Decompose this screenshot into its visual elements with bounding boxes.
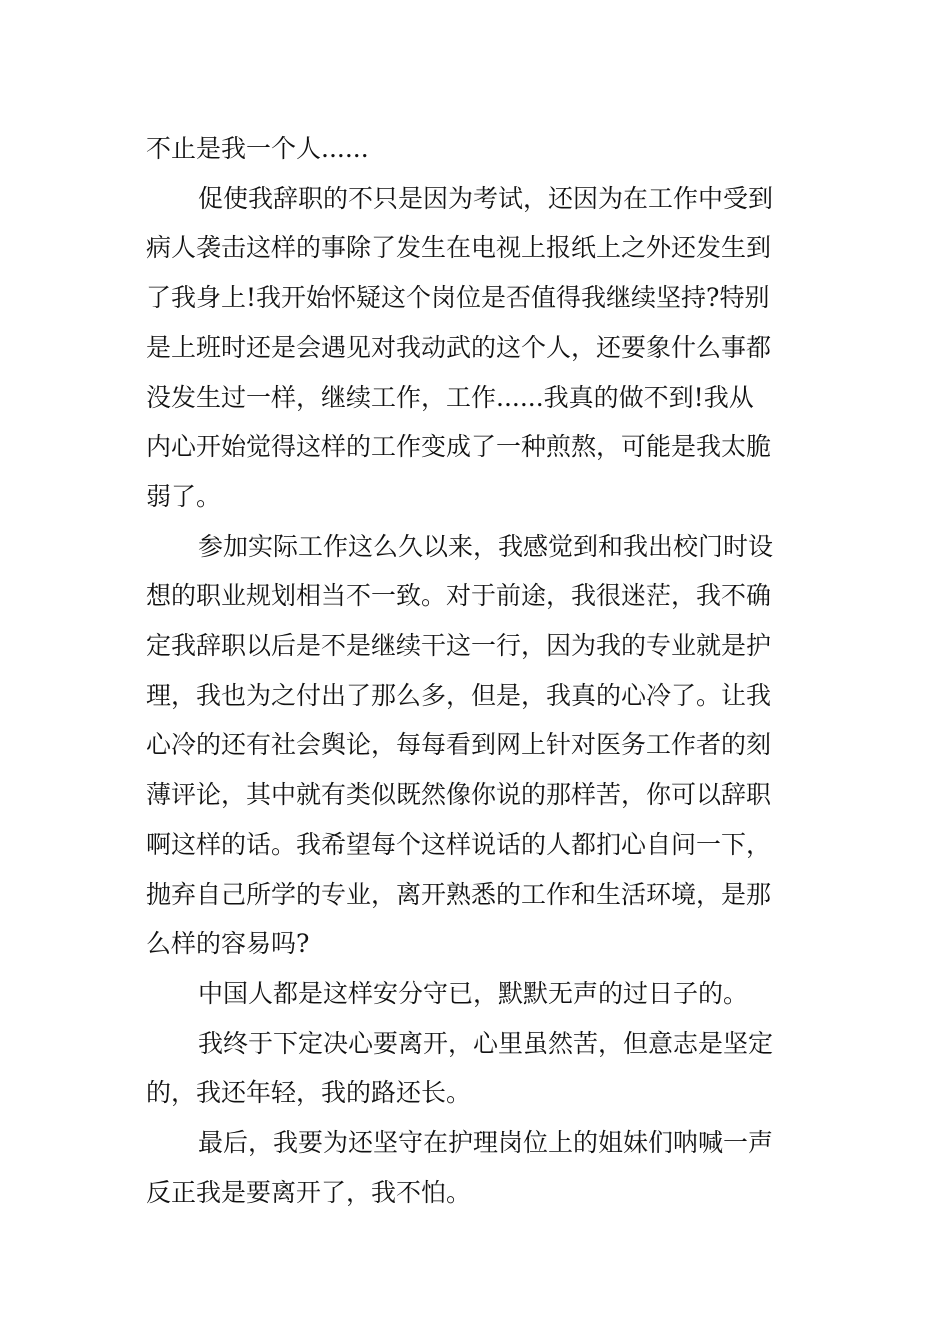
paragraph-first-line: 我终于下定决心要离开，心里虽然苦，但意志是坚定: [198, 1028, 774, 1058]
text-line: 抛弃自己所学的专业，离开熟悉的工作和生活环境，是那: [146, 879, 772, 909]
text-line: 了我身上!我开始怀疑这个岗位是否值得我继续坚持?特别: [146, 283, 770, 313]
text-line: 心冷的还有社会舆论，每每看到网上针对医务工作者的刻: [146, 730, 772, 760]
text-line: 定我辞职以后是不是继续干这一行，因为我的专业就是护: [146, 631, 772, 660]
text-line: 内心开始觉得这样的工作变成了一种煎熬，可能是我太脆: [146, 432, 772, 462]
paragraph-first-line: 最后，我要为还坚守在护理岗位上的姐妹们呐喊一声: [198, 1128, 774, 1157]
text-line: 病人袭击这样的事除了发生在电视上报纸上之外还发生到: [146, 233, 772, 263]
text-line: 不止是我一个人......: [146, 134, 369, 163]
paragraph-first-line: 促使我辞职的不只是因为考试，还因为在工作中受到: [198, 183, 774, 213]
paragraph-first-line: 参加实际工作这么久以来，我感觉到和我出校门时设: [198, 531, 774, 561]
text-line: 么样的容易吗?: [146, 929, 310, 959]
text-line: 没发生过一样，继续工作，工作......我真的做不到!我从: [146, 382, 754, 412]
text-line: 薄评论，其中就有类似既然像你说的那样苦，你可以辞职: [146, 780, 772, 810]
text-line: 的，我还年轻，我的路还长。: [146, 1078, 472, 1108]
text-line: 想的职业规划相当不一致。对于前途，我很迷茫，我不确: [146, 581, 772, 611]
text-line: 弱了。: [146, 481, 222, 511]
text-line: 啊这样的话。我希望每个这样说话的人都扪心自问一下，: [146, 829, 772, 859]
text-line: 是上班时还是会遇见对我动武的这个人，还要象什么事都: [146, 332, 772, 362]
paragraph-first-line: 中国人都是这样安分守已，默默无声的过日子的。: [198, 978, 749, 1008]
text-line: 反正我是要离开了，我不怕。: [146, 1177, 472, 1207]
text-line: 理，我也为之付出了那么多，但是，我真的心冷了。让我: [146, 680, 772, 710]
